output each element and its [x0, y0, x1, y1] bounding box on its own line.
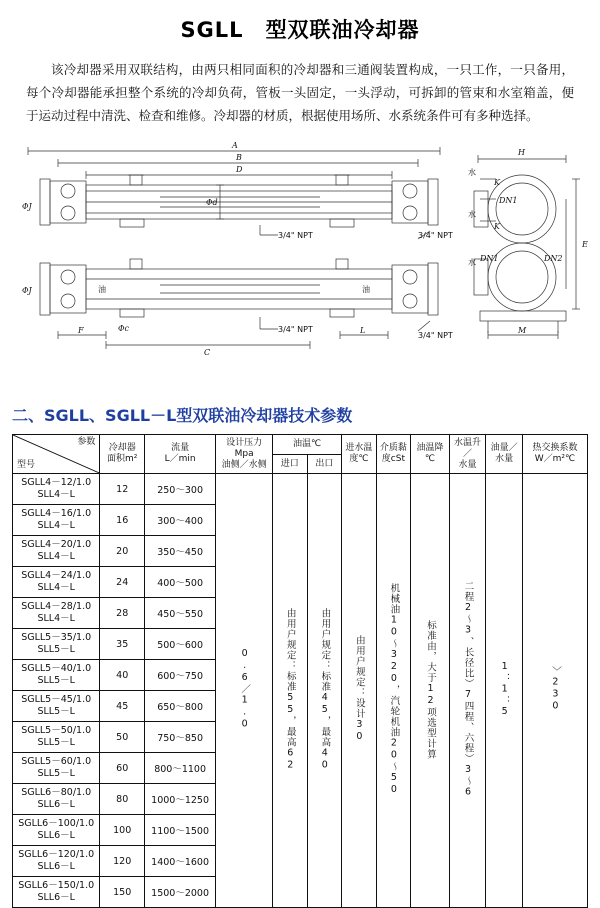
model-line-1 — [13, 477, 99, 489]
cell-flow: 250～300 — [145, 474, 216, 505]
npt-label-4: 3/4" NPT — [418, 331, 453, 341]
dim-label-phij-bottom: ΦJ — [22, 286, 32, 296]
model-name: SGLL4 — [21, 539, 52, 551]
header-oil-temp-out: 出口 — [307, 454, 342, 474]
cell-area: 100 — [100, 815, 145, 846]
header-viscosity: 介质黏 度cSt — [376, 435, 411, 474]
header-oil-temp-in: 进口 — [273, 454, 308, 474]
model-name: SGLL6 — [18, 818, 49, 830]
model-suffix: －100/1.0 — [48, 818, 95, 830]
model-name: SGLL6 — [21, 787, 52, 799]
cell-flow: 1500～2000 — [145, 877, 216, 908]
header-param-label: 参数 — [77, 437, 96, 448]
intro-paragraph: 该冷却器采用双联结构，由两只相同面积的冷却器和三通阀装置构成，一只工作，一只备用，每个冷却器能承担整个系统的冷却负荷，管板一头固定，一头浮动，可拆卸的管束和水室箱盖，便于运动过程中清洗、检查和维修。冷却器的材质，根据使用场所、水系统条件可有多种选择。 — [26, 62, 574, 124]
spec-table-wrapper — [12, 434, 588, 908]
model-name: SGLL5 — [21, 694, 52, 706]
water-label-2: 水 — [468, 210, 476, 220]
header-water-in-temp: 进水温 度℃ — [342, 435, 377, 474]
cell-area: 28 — [100, 598, 145, 629]
cell-flow: 350～450 — [145, 536, 216, 567]
oil-label-left: 油 — [98, 285, 106, 295]
spec-table — [12, 434, 588, 908]
model-name-alt: SLL6－L — [37, 799, 75, 811]
model-name: SGLL5 — [21, 632, 52, 644]
model-name-alt: SLL6－L — [37, 861, 75, 873]
model-name: SGLL5 — [21, 663, 52, 675]
dim-label-phic: Φc — [118, 324, 130, 334]
cell-area: 45 — [100, 691, 145, 722]
cell-flow: 750～850 — [145, 722, 216, 753]
model-suffix: －28/1.0 — [51, 601, 92, 613]
cell-model — [13, 691, 100, 722]
model-suffix: －12/1.0 — [51, 477, 92, 489]
model-suffix: －35/1.0 — [51, 632, 92, 644]
cell-flow: 500～600 — [145, 629, 216, 660]
dim-label-C: C — [204, 348, 211, 358]
model-suffix: －150/1.0 — [48, 880, 95, 892]
model-name: SGLL5 — [21, 725, 52, 737]
cell-model — [13, 722, 100, 753]
dim-label-F: F — [78, 326, 84, 336]
model-suffix: －45/1.0 — [51, 694, 92, 706]
model-name-alt: SLL4－L — [37, 551, 75, 563]
model-name-alt: SLL5－L — [37, 675, 75, 687]
model-name-alt: SLL5－L — [37, 644, 75, 656]
page-root — [0, 14, 600, 904]
dim-label-A: A — [232, 141, 238, 151]
model-name-alt: SLL6－L — [37, 892, 75, 904]
dim-label-phij-top: ΦJ — [22, 202, 32, 212]
header-oil-temp: 油温℃ — [273, 435, 342, 455]
cell-area: 40 — [100, 660, 145, 691]
cell-model — [13, 567, 100, 598]
water-label-1: 水 — [468, 168, 476, 178]
title-part2: 型双联油冷却器 — [265, 18, 420, 42]
dim-label-M: M — [518, 326, 527, 336]
npt-label-2: 3/4" NPT — [278, 325, 313, 335]
header-oil-temp-drop: 油温降 ℃ — [411, 435, 450, 474]
cell-area: 50 — [100, 722, 145, 753]
model-line-2 — [13, 489, 99, 501]
cell-flow: 1400～1600 — [145, 846, 216, 877]
cell-model — [13, 629, 100, 660]
technical-drawing — [10, 139, 590, 389]
model-suffix: －16/1.0 — [51, 508, 92, 520]
cell-model — [13, 815, 100, 846]
model-name-alt: SLL6－L — [37, 830, 75, 842]
cell-model — [13, 598, 100, 629]
oil-in-value: 由用户规定：标准55，最高62 — [284, 607, 296, 772]
cell-model — [13, 536, 100, 567]
model-name: SGLL4 — [21, 477, 52, 489]
cell-area: 12 — [100, 474, 145, 505]
model-suffix: －24/1.0 — [51, 570, 92, 582]
cell-model — [13, 474, 100, 505]
header-model-label: 型号 — [17, 460, 36, 471]
cell-area: 80 — [100, 784, 145, 815]
dim-label-phid: Φd — [206, 198, 218, 208]
model-name: SGLL4 — [21, 601, 52, 613]
cell-flow: 450～550 — [145, 598, 216, 629]
model-name-alt: SLL4－L — [37, 582, 75, 594]
cell-flow: 650～800 — [145, 691, 216, 722]
pressure-value: 0.6／1.0 — [239, 648, 251, 731]
model-name: SGLL6 — [18, 849, 49, 861]
cell-area: 16 — [100, 505, 145, 536]
cell-area: 35 — [100, 629, 145, 660]
oil-label-right: 油 — [362, 285, 370, 295]
water-label-3: 水 — [468, 258, 476, 268]
cell-model — [13, 846, 100, 877]
cell-model — [13, 753, 100, 784]
page-title — [0, 14, 600, 44]
dim-label-K-top: K — [494, 178, 500, 188]
drawing-svg — [10, 139, 590, 389]
cell-model — [13, 660, 100, 691]
model-name-alt: SLL5－L — [37, 706, 75, 718]
oil-water-value: 1：1：5 — [499, 660, 511, 718]
cell-flow: 400～500 — [145, 567, 216, 598]
header-design-pressure: 设计压力Mpa 油侧／水侧 — [216, 435, 273, 474]
header-param-model — [13, 435, 100, 474]
model-suffix: －20/1.0 — [51, 539, 92, 551]
model-name-alt: SLL4－L — [37, 489, 75, 501]
dim-label-D: D — [236, 165, 243, 175]
title-part1: SGLL — [180, 18, 244, 42]
model-suffix: －40/1.0 — [51, 663, 92, 675]
water-rise-value: 二程2～3、长径比）7四程、六程）3～6 — [462, 580, 474, 799]
model-name: SGLL4 — [21, 570, 52, 582]
dim-label-K-bottom: K — [494, 222, 500, 232]
dim-label-dn1: DN1 — [499, 196, 518, 206]
header-area: 冷却器 面积m² — [100, 435, 145, 474]
npt-label-1: 3/4" NPT — [278, 231, 313, 241]
model-name-alt: SLL4－L — [37, 613, 75, 625]
model-suffix: －120/1.0 — [48, 849, 95, 861]
dim-label-L: L — [360, 326, 366, 336]
dim-label-dn1-2: DN1 — [480, 254, 499, 264]
oil-drop-value: 标准由，大于12项选型计算 — [424, 619, 436, 760]
cell-flow: 1100～1500 — [145, 815, 216, 846]
header-flow: 流量 L／min — [145, 435, 216, 474]
section-heading: 二、SGLL、SGLL－L型双联油冷却器技术参数 — [12, 406, 353, 426]
cell-flow: 300～400 — [145, 505, 216, 536]
header-oil-water: 油量／ 水量 — [486, 435, 523, 474]
model-suffix: －50/1.0 — [51, 725, 92, 737]
header-heat-coefficient: 热交换系数 W／m²℃ — [522, 435, 587, 474]
cell-area: 60 — [100, 753, 145, 784]
cell-area: 24 — [100, 567, 145, 598]
model-name: SGLL6 — [18, 880, 49, 892]
header-water-rise: 水温升／ 水量 — [449, 435, 486, 474]
model-suffix: －60/1.0 — [51, 756, 92, 768]
dim-label-H: H — [518, 148, 525, 158]
cell-flow: 600～750 — [145, 660, 216, 691]
model-name-alt: SLL5－L — [37, 737, 75, 749]
viscosity-value: 机械油10～320，汽轮机油20～50 — [388, 582, 400, 796]
model-name-alt: SLL4－L — [37, 520, 75, 532]
cell-model — [13, 505, 100, 536]
table-row — [13, 474, 588, 505]
dim-label-dn2: DN2 — [544, 254, 563, 264]
cell-flow: 800～1100 — [145, 753, 216, 784]
model-name: SGLL5 — [21, 756, 52, 768]
dim-label-E: E — [582, 240, 588, 250]
model-name: SGLL4 — [21, 508, 52, 520]
cell-model — [13, 784, 100, 815]
oil-out-value: 由用户规定：标准45，最高40 — [319, 607, 331, 772]
heat-coefficient-value: 〉230 — [549, 666, 561, 713]
npt-label-3: 3/4" NPT — [418, 231, 453, 241]
cell-flow: 1000～1250 — [145, 784, 216, 815]
model-suffix: －80/1.0 — [51, 787, 92, 799]
cell-area: 120 — [100, 846, 145, 877]
dim-label-B: B — [236, 153, 242, 163]
water-in-value: 由用户规定：设计30 — [353, 635, 365, 744]
cell-area: 150 — [100, 877, 145, 908]
cell-area: 20 — [100, 536, 145, 567]
cell-model — [13, 877, 100, 908]
model-name-alt: SLL5－L — [37, 768, 75, 780]
